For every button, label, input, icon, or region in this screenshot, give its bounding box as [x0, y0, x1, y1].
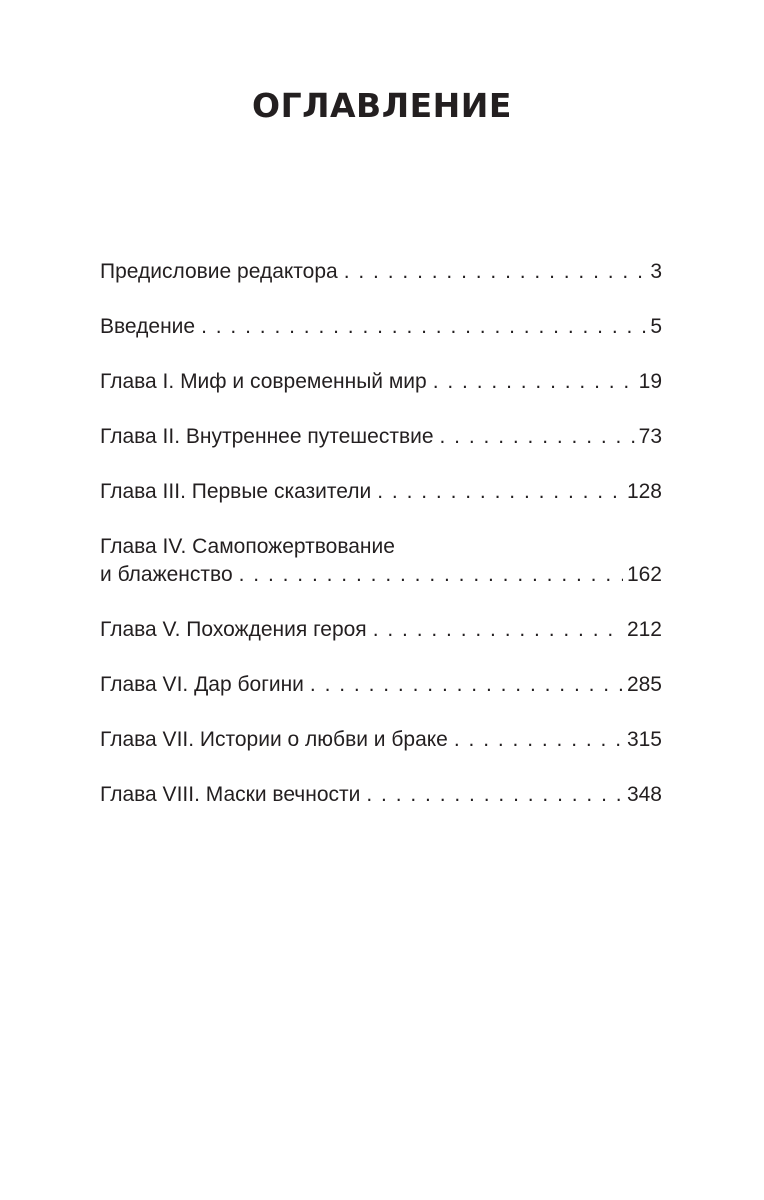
toc-entry	[100, 478, 662, 506]
toc-entry-page: 212	[626, 618, 662, 641]
page-title: ОГЛАВЛЕНИЕ	[252, 86, 512, 125]
dot-leader	[440, 423, 635, 451]
dot-leader	[377, 478, 623, 506]
toc-entry-label-line1: Глава IV. Самопожертвование	[100, 535, 395, 558]
toc-entry-page: 73	[638, 425, 662, 448]
toc-entry-page: 162	[626, 563, 662, 586]
toc-entry	[100, 616, 662, 644]
dot-leader	[201, 313, 646, 341]
toc-entry	[100, 671, 662, 699]
dot-leader	[454, 726, 623, 754]
toc-entry-label: Глава VIII. Маски вечности	[100, 783, 361, 806]
toc-entry-label: Глава II. Внутреннее путешествие	[100, 425, 434, 448]
dot-leader	[433, 368, 635, 396]
toc-entry	[100, 313, 662, 341]
dot-leader	[310, 671, 623, 699]
toc-entry-page: 348	[626, 783, 662, 806]
toc-entry-label: Глава I. Миф и современный мир	[100, 370, 427, 393]
toc-entry-label: Глава V. Похождения героя	[100, 618, 367, 641]
dot-leader	[366, 781, 623, 809]
toc-entry-page: 5	[650, 315, 662, 338]
toc-entry-label: и блаженство	[100, 563, 233, 586]
toc-entry	[100, 533, 662, 589]
toc-entry-page: 19	[638, 370, 662, 393]
toc-entry-page: 3	[650, 260, 662, 283]
dot-leader	[239, 561, 623, 589]
toc-entry-page: 315	[626, 728, 662, 751]
toc-entry-label: Введение	[100, 315, 196, 338]
toc-entry	[100, 423, 662, 451]
toc-entry	[100, 368, 662, 396]
toc-entry	[100, 258, 662, 286]
dot-leader	[373, 616, 623, 644]
toc-entry-page: 128	[626, 480, 662, 503]
toc-entry	[100, 781, 662, 809]
toc-entry	[100, 726, 662, 754]
toc-entry-label: Глава III. Первые сказители	[100, 480, 372, 503]
toc-entry-label: Глава VII. Истории о любви и браке	[100, 728, 448, 751]
dot-leader	[344, 258, 647, 286]
toc-entry-label: Глава VI. Дар богини	[100, 673, 304, 696]
table-of-contents	[100, 258, 662, 836]
toc-entry-label: Предисловие редактора	[100, 260, 338, 283]
toc-entry-page: 285	[626, 673, 662, 696]
